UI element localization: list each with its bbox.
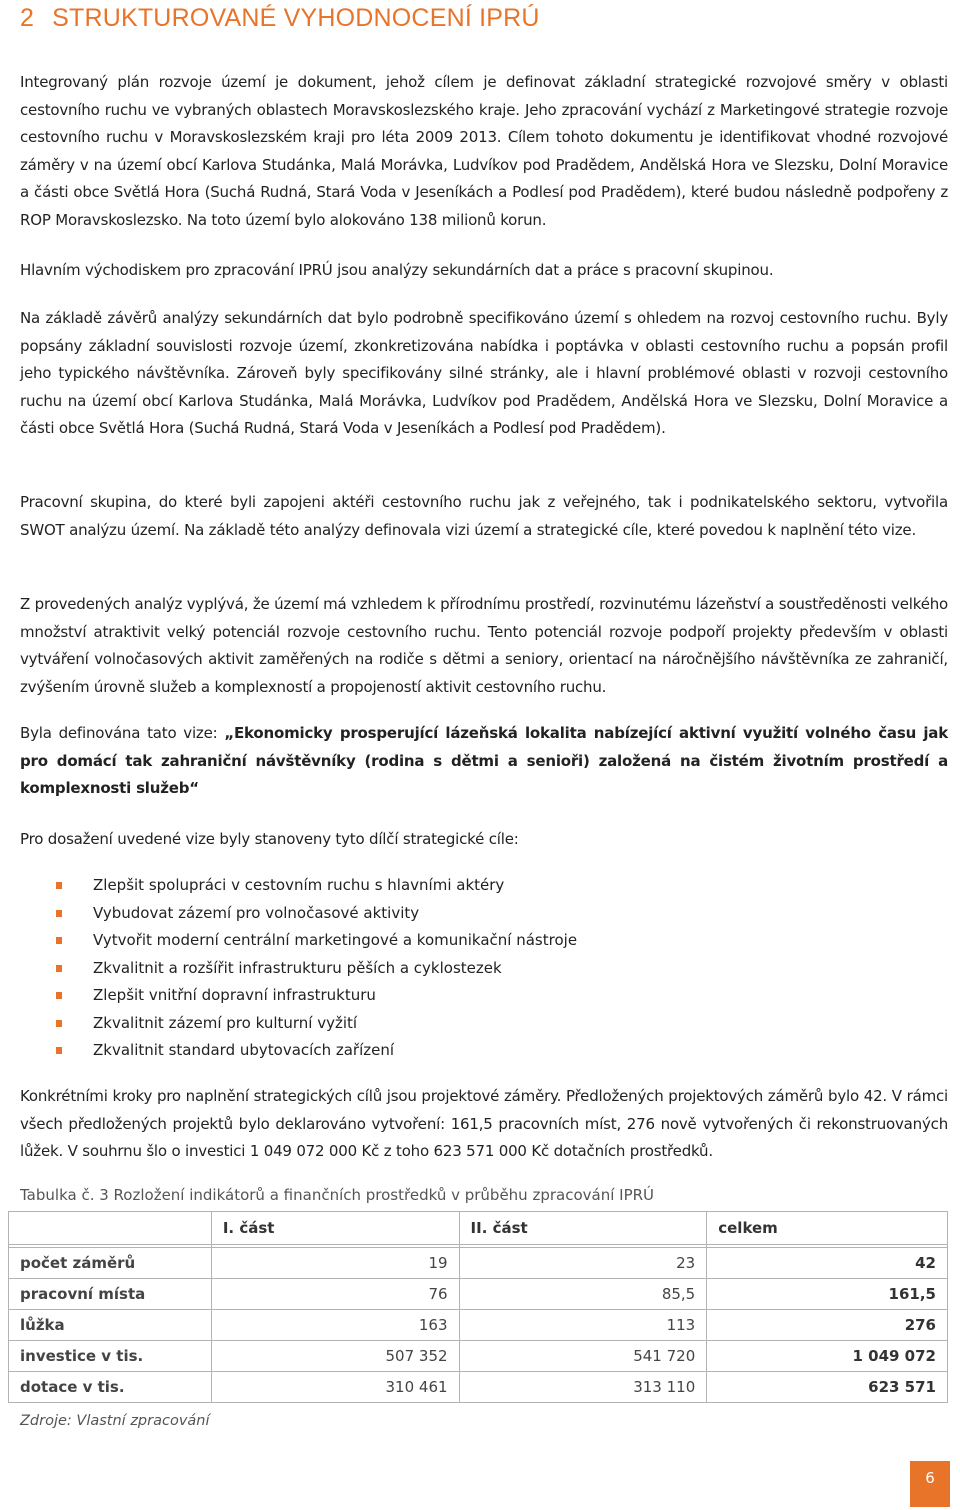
list-item: Vytvořit moderní centrální marketingové a komunikační nástroje bbox=[56, 927, 577, 955]
list-item: Vybudovat zázemí pro volnočasové aktivity bbox=[56, 900, 577, 928]
paragraph-vision bbox=[20, 720, 948, 803]
row-label: dotace v tis. bbox=[9, 1372, 212, 1403]
cell-part1: 163 bbox=[211, 1310, 459, 1341]
header-cell: I. část bbox=[211, 1212, 459, 1245]
paragraph-basis: Hlavním východiskem pro zpracování IPRÚ jsou analýzy sekundárních dat a práce s pracovní skupinou. bbox=[20, 261, 774, 279]
section-number: 2 bbox=[20, 4, 35, 32]
cell-part2: 313 110 bbox=[459, 1372, 707, 1403]
list-item: Zkvalitnit zázemí pro kulturní vyžití bbox=[56, 1010, 577, 1038]
row-label: pracovní místa bbox=[9, 1279, 212, 1310]
bullet-square-icon bbox=[56, 965, 62, 972]
cell-part2: 113 bbox=[459, 1310, 707, 1341]
header-cell: celkem bbox=[707, 1212, 948, 1245]
bullet-square-icon bbox=[56, 882, 62, 889]
bullet-square-icon bbox=[56, 992, 62, 999]
cell-part2: 85,5 bbox=[459, 1279, 707, 1310]
bullet-square-icon bbox=[56, 1020, 62, 1027]
bullet-square-icon bbox=[56, 1047, 62, 1054]
paragraph-analysis: Na základě závěrů analýzy sekundárních dat bylo podrobně specifikováno území s ohledem na rozvoj cestovního ruchu. Byly popsány základní souvislosti rozvoje území, zkonkretizována nabídka i poptávka v oblasti cestovního ruchu a popsán profil jeho typického návštěvníka. Zároveň byly specifikovány silné stránky, ale i hlavní problémové oblasti v rozvoji cestovního ruchu na území obcí Karlova Studánka, Malá Morávka, Ludvíkov pod Pradědem, Andělská Hora ve Slezsku, Dolní Moravice a části obce Světlá Hora (Suchá Rudná, Stará Voda v Jeseníkách a Podlesí pod Pradědem). bbox=[20, 309, 948, 437]
row-label: lůžka bbox=[9, 1310, 212, 1341]
cell-part1: 507 352 bbox=[211, 1341, 459, 1372]
list-item: Zkvalitnit a rozšířit infrastrukturu pěších a cyklostezek bbox=[56, 955, 577, 983]
table-row bbox=[9, 1372, 948, 1403]
cell-total: 1 049 072 bbox=[707, 1341, 948, 1372]
vision-intro: Byla definována tato vize: bbox=[20, 724, 225, 742]
paragraph-projects: Konkrétními kroky pro naplnění strategických cílů jsou projektové záměry. Předložených projektových záměrů bylo 42. V rámci všech předložených projektů bylo deklarováno vytvoření: 161,5 pracovních míst, 276 nově vytvořených či rekonstruovaných lůžek. V souhrnu šlo o investici 1 049 072 000 Kč z toho 623 571 000 Kč dotačních prostředků. bbox=[20, 1087, 948, 1160]
row-label: investice v tis. bbox=[9, 1341, 212, 1372]
indicators-table bbox=[8, 1211, 948, 1403]
table-row bbox=[9, 1279, 948, 1310]
paragraph-potential: Z provedených analýz vyplývá, že území má vzhledem k přírodnímu prostředí, rozvinutému lázeňství a soustředěnosti velkého množství atraktivit velký potenciál rozvoje cestovního ruchu. Tento potenciál rozvoje podpoří projekty především v oblasti vytváření volnočasových aktivit zaměřených na rodiče s dětmi a seniory, orientací na náročnějšího návštěvníka ze zahraničí, zvýšením úrovně služeb a komplexností a propojeností aktivit cestovního ruchu. bbox=[20, 595, 949, 696]
paragraph-intro: Integrovaný plán rozvoje území je dokument, jehož cílem je definovat základní strategické rozvojové směry v oblasti cestovního ruchu ve vybraných oblastech Moravskoslezského kraje. Jeho zpracování vychází z Marketingové strategie rozvoje cestovního ruchu v Moravskoslezském kraji pro léta 2009 2013. Cílem tohoto dokumentu je identifikovat vhodné rozvojové záměry v na území obcí Karlova Studánka, Malá Morávka, Ludvíkov pod Pradědem, Andělská Hora ve Slezsku, Dolní Moravice a části obce Světlá Hora (Suchá Rudná, Stará Voda v Jeseníkách a Podlesí pod Pradědem), které budou následně podpořeny z ROP Moravskoslezsko. Na toto území bylo alokováno 138 milionů korun. bbox=[20, 73, 948, 229]
header-cell bbox=[9, 1212, 212, 1245]
section-title: STRUKTUROVANÉ VYHODNOCENÍ IPRÚ bbox=[52, 4, 540, 32]
table-row bbox=[9, 1310, 948, 1341]
cell-total: 623 571 bbox=[707, 1372, 948, 1403]
cell-part2: 541 720 bbox=[459, 1341, 707, 1372]
cell-total: 42 bbox=[707, 1248, 948, 1279]
table-header-row bbox=[9, 1212, 948, 1245]
bullet-square-icon bbox=[56, 937, 62, 944]
list-item: Zlepšit vnitřní dopravní infrastrukturu bbox=[56, 982, 577, 1010]
page-number-badge: 6 bbox=[910, 1461, 950, 1507]
table-row bbox=[9, 1248, 948, 1279]
cell-part1: 19 bbox=[211, 1248, 459, 1279]
table-row bbox=[9, 1341, 948, 1372]
table-source-note: Zdroje: Vlastní zpracování bbox=[20, 1413, 210, 1429]
cell-part1: 310 461 bbox=[211, 1372, 459, 1403]
cell-total: 276 bbox=[707, 1310, 948, 1341]
list-item: Zkvalitnit standard ubytovacích zařízení bbox=[56, 1037, 577, 1065]
paragraph-working-group: Pracovní skupina, do které byli zapojeni aktéři cestovního ruchu jak z veřejného, tak i podnikatelského sektoru, vytvořila SWOT analýzu území. Na základě této analýzy definovala vizi území a strategické cíle, které povedou k naplnění této vize. bbox=[20, 493, 948, 539]
cell-part2: 23 bbox=[459, 1248, 707, 1279]
vision-statement: „Ekonomicky prosperující lázeňská lokalita nabízející aktivní využití volného času jak pro domácí tak zahraniční návštěvníky (rodina s dětmi a senioři) založená na čistém životním prostředí a komplexnosti služeb“ bbox=[20, 724, 948, 797]
header-cell: II. část bbox=[459, 1212, 707, 1245]
cell-total: 161,5 bbox=[707, 1279, 948, 1310]
bullet-square-icon bbox=[56, 910, 62, 917]
table-caption: Tabulka č. 3 Rozložení indikátorů a finančních prostředků v průběhu zpracování IPRÚ bbox=[20, 1186, 655, 1204]
paragraph-goals-intro: Pro dosažení uvedené vize byly stanoveny tyto dílčí strategické cíle: bbox=[20, 830, 519, 848]
strategic-goals-list bbox=[56, 872, 577, 1065]
list-item: Zlepšit spolupráci v cestovním ruchu s hlavními aktéry bbox=[56, 872, 577, 900]
section-heading bbox=[20, 4, 540, 33]
row-label: počet záměrů bbox=[9, 1248, 212, 1279]
cell-part1: 76 bbox=[211, 1279, 459, 1310]
